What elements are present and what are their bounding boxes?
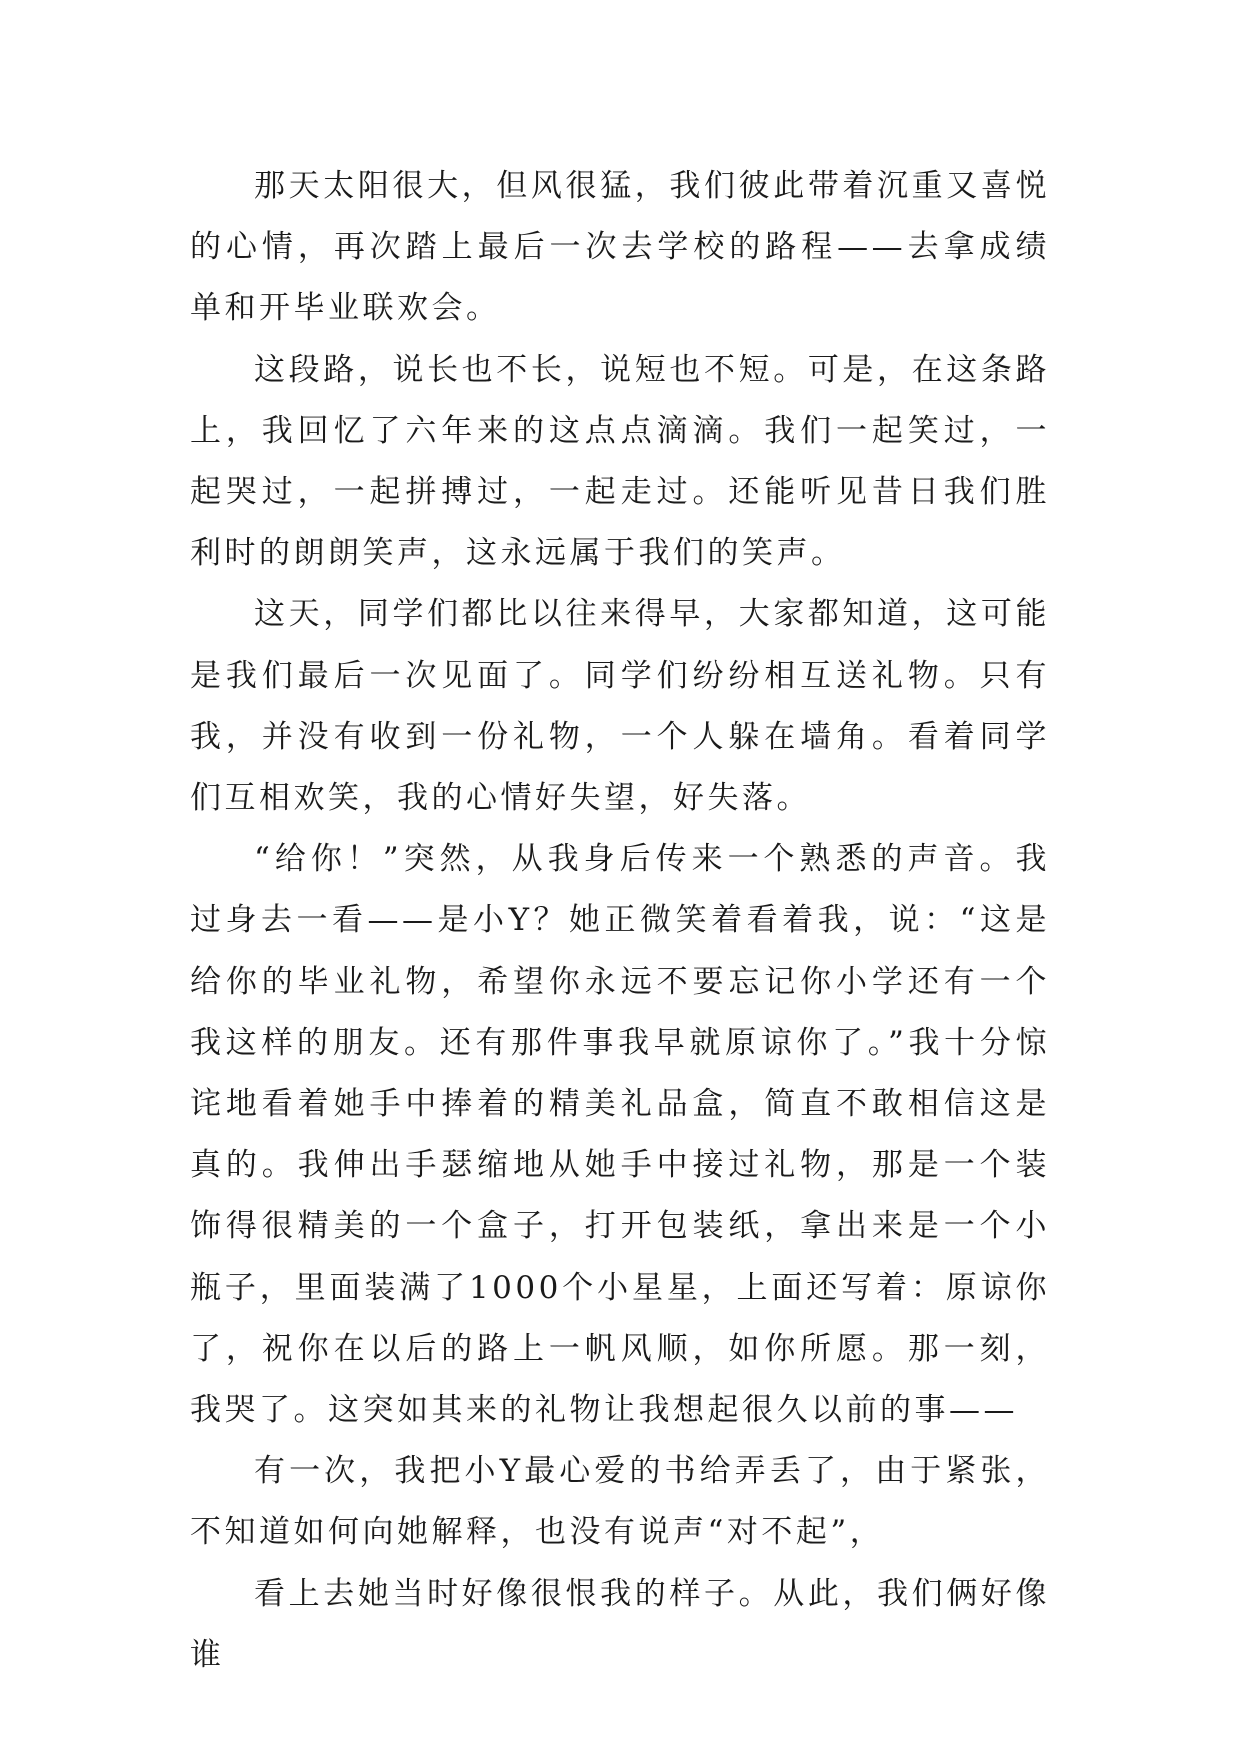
paragraph-3: 这天，同学们都比以往来得早，大家都知道，这可能是我们最后一次见面了。同学们纷纷相互送礼物。只有我，并没有收到一份礼物，一个人躲在墙角。看着同学们互相欢笑，我的心情好失望，好失落。 — [190, 596, 1050, 817]
paragraph-1: 那天太阳很大，但风很猛，我们彼此带着沉重又喜悦的心情，再次踏上最后一次去学校的路程——去拿成绩单和开毕业联欢会。 — [190, 168, 1050, 327]
paragraph-4: “给你！”突然，从我身后传来一个熟悉的声音。我过身去一看——是小Y？她正微笑着看着我，说：“这是给你的毕业礼物，希望你永远不要忘记你小学还有一个我这样的朋友。还有那件事我早就原谅你了。”我十分惊诧地看着她手中捧着的精美礼品盒，简直不敢相信这是真的。我伸出手瑟缩地从她手中接过礼物，那是一个装饰得很精美的一个盒子，打开包装纸，拿出来是一个小瓶子，里面装满了1000个小星星，上面还写着：原谅你了，祝你在以后的路上一帆风顺，如你所愿。那一刻，我哭了。这突如其来的礼物让我想起很久以前的事—— — [190, 841, 1050, 1429]
essay-body — [190, 156, 1050, 1686]
paragraph-5: 有一次，我把小Y最心爱的书给弄丢了，由于紧张，不知道如何向她解释，也没有说声“对不起”， — [190, 1453, 1050, 1551]
paragraph-6: 看上去她当时好像很恨我的样子。从此，我们俩好像谁 — [190, 1575, 1050, 1673]
paragraph-2: 这段路，说长也不长，说短也不短。可是，在这条路上，我回忆了六年来的这点点滴滴。我们一起笑过，一起哭过，一起拼搏过，一起走过。还能听见昔日我们胜利时的朗朗笑声，这永远属于我们的笑声。 — [190, 351, 1050, 572]
